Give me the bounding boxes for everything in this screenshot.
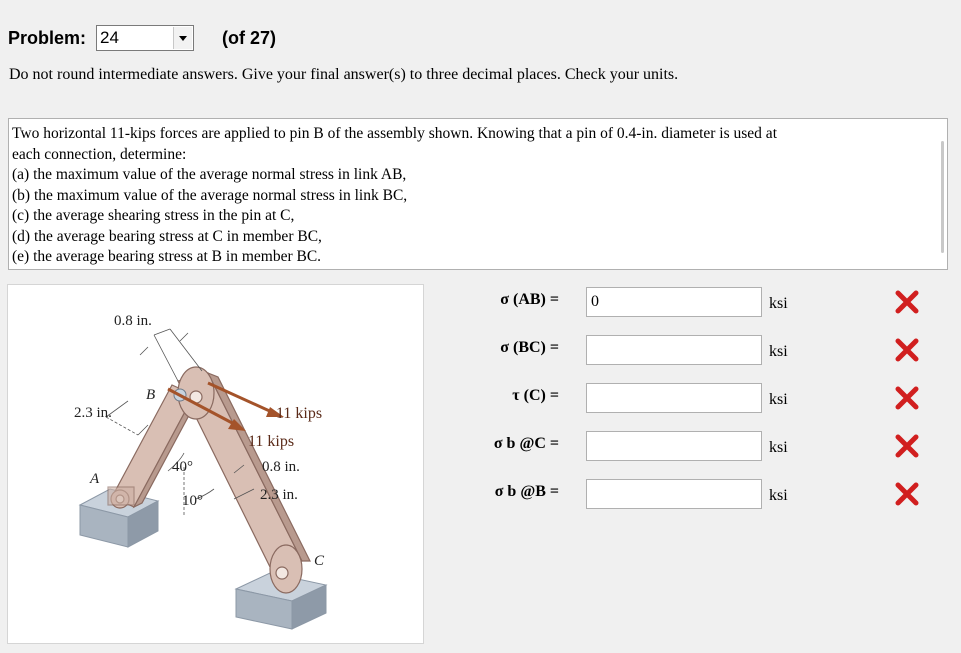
problem-header <box>8 24 276 52</box>
unit-label: ksi <box>769 487 788 504</box>
problem-line: (d) the average bearing stress at C in member BC, <box>12 227 322 245</box>
incorrect-x-icon <box>894 337 920 363</box>
problem-label: Problem: <box>8 27 87 48</box>
answer-label: σ b @B = <box>494 483 559 500</box>
problem-statement[interactable] <box>8 118 948 270</box>
incorrect-x-icon <box>894 385 920 411</box>
incorrect-x-icon <box>894 289 920 315</box>
answer-row-bearing-b <box>430 479 930 509</box>
dim-right-length-label: 2.3 in. <box>260 487 298 503</box>
sigma-b-b-input[interactable] <box>586 479 762 509</box>
force-1-label: 11 kips <box>276 405 323 422</box>
dim-right-width-label: 0.8 in. <box>262 459 300 475</box>
problem-line: Two horizontal 11-kips forces are applied to pin B of the assembly shown. Knowing that a pin of 0.4-in. diameter is used at <box>12 125 777 142</box>
unit-label: ksi <box>769 439 788 456</box>
problem-line: (c) the average shearing stress in the pin at C, <box>12 207 295 224</box>
angle-40-label: 40° <box>172 459 193 475</box>
answer-row-bc <box>430 335 930 365</box>
assembly-figure <box>7 284 424 644</box>
pin-a-label: A <box>90 471 100 487</box>
dim-top-label: 0.8 in. <box>114 313 152 329</box>
answer-label: σ (BC) = <box>500 339 559 356</box>
chevron-down-icon[interactable] <box>173 27 192 49</box>
unit-label: ksi <box>769 343 788 360</box>
answer-row-bearing-c <box>430 431 930 461</box>
problem-select[interactable] <box>96 25 194 51</box>
force-2-label: 11 kips <box>248 433 295 450</box>
problem-count: (of 27) <box>222 27 277 48</box>
incorrect-x-icon <box>894 481 920 507</box>
answer-label: τ (C) = <box>512 387 559 404</box>
angle-10-label: 10° <box>182 493 203 509</box>
tau-c-input[interactable] <box>586 383 762 413</box>
assembly-drawing <box>8 285 425 645</box>
unit-label: ksi <box>769 295 788 312</box>
sigma-bc-input[interactable] <box>586 335 762 365</box>
problem-line: each connection, determine: <box>12 145 187 163</box>
problem-line: (a) the maximum value of the average normal stress in link AB, <box>12 166 407 183</box>
unit-label: ksi <box>769 391 788 408</box>
problem-line: (e) the average bearing stress at B in member BC. <box>12 248 322 265</box>
dim-left-label: 2.3 in. <box>74 405 112 421</box>
sigma-ab-input[interactable] <box>586 287 762 317</box>
answer-label: σ b @C = <box>493 435 559 452</box>
answer-row-ab <box>430 287 930 317</box>
problem-scrollbar[interactable] <box>933 119 947 269</box>
problem-number: 24 <box>100 28 119 47</box>
incorrect-x-icon <box>894 433 920 459</box>
pin-b-label: B <box>146 387 156 403</box>
problem-line: (b) the maximum value of the average normal stress in link BC, <box>12 186 408 204</box>
sigma-b-c-input[interactable] <box>586 431 762 461</box>
answer-label: σ (AB) = <box>500 291 559 308</box>
answer-row-tau-c <box>430 383 930 413</box>
instructions-text: Do not round intermediate answers. Give your final answer(s) to three decimal places. Check your units. <box>9 66 679 83</box>
pin-c-label: C <box>314 553 325 569</box>
